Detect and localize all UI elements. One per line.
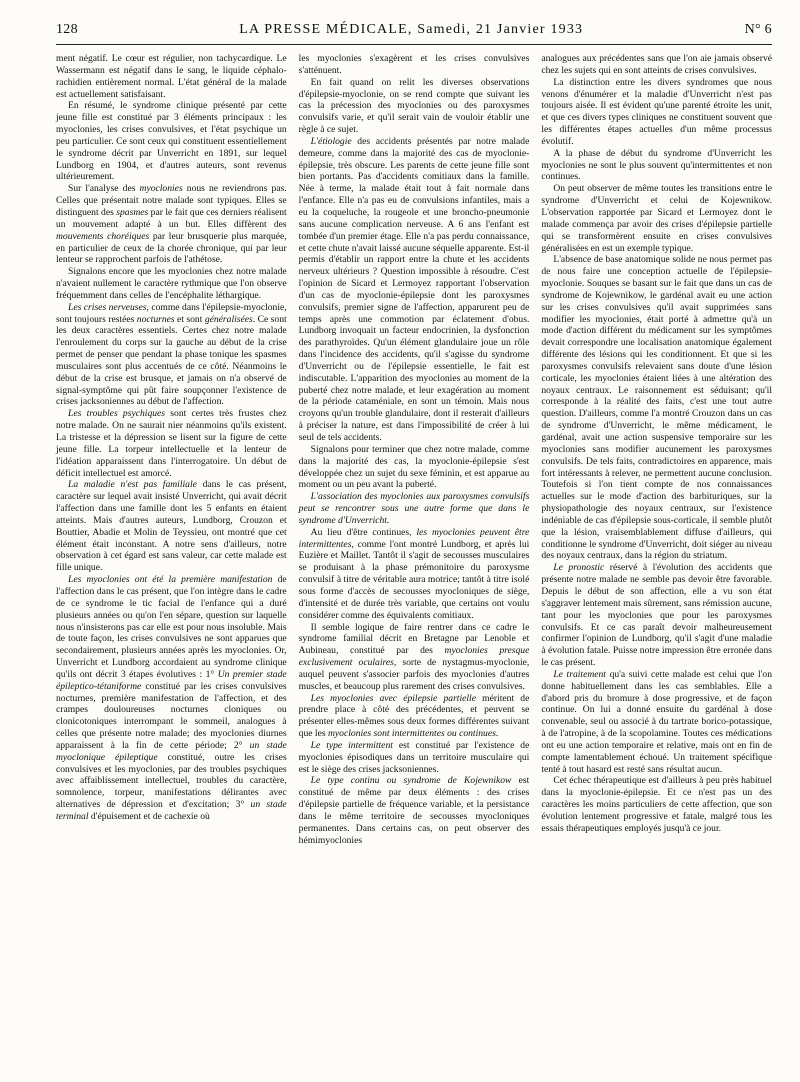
italic-run: L'association des myoclonies aux paroxysmes convulsifs peut se rencontrer sous une autre forme que dans le syndrome d'Unverricht. xyxy=(298,491,530,526)
text-run: Sur l'analyse des xyxy=(68,183,140,195)
text-run: méritent de prendre place à côté des précédentes, et peuvent se présenter elles-mêmes sous deux formes différentes suivant que les xyxy=(298,692,530,740)
paragraph xyxy=(56,183,287,266)
running-header xyxy=(56,22,772,38)
page-number: 128 xyxy=(56,22,78,37)
paragraph xyxy=(541,77,772,148)
text-run: dans le cas présent, caractère sur lequel avait insisté Unverricht, qui avait décrit l'affection dans une famille dont les 5 enfants en étaient atteints. Mais d'autres auteurs, Lundborg, Crouzon et Bouttier, Abadie et Molin de Teyssieu, ont montré que cet élément était inconstant. A notre sens d'ailleurs, notre observation à cet égard est sans valeur, car cette malade est fille unique. xyxy=(56,479,287,574)
paragraph xyxy=(541,669,772,776)
text-run: par leur brusquerie plus marquée, en particulier de ceux de la chorée chronique, qui par leur lenteur se rapprochent parfois de l'athétose. xyxy=(56,230,287,266)
text-run: , comme dans l'épilepsie-myoclonie, sont toujours restées xyxy=(56,301,287,325)
paragraph xyxy=(541,148,772,184)
paragraph xyxy=(56,574,287,823)
paragraph xyxy=(299,527,530,622)
text-run: A la phase de début du syndrome d'Unverricht les myoclonies ne sont le plus souvent qu'intermittentes et non continues. xyxy=(541,147,773,183)
italic-run: un stade myoclonique épileptique xyxy=(56,739,287,763)
italic-run: généralisées xyxy=(204,313,253,325)
text-run: Au lieu d'être continues, xyxy=(310,526,417,538)
paragraph xyxy=(299,740,530,776)
italic-run: Le traitement xyxy=(553,668,606,680)
paragraph xyxy=(541,254,772,562)
journal-name: LA PRESSE MÉDICALE, xyxy=(239,22,413,37)
issue-date: Samedi, 21 Janvier 1933 xyxy=(417,22,584,37)
text-run: En fait quand on relit les diverses observations d'épilepsie-myoclonie, on se rend compte que suivant les cas la précession des myoclonies ou des paroxysmes convulsifs varie, et qu'il serait vain de vouloir établir une règle à ce sujet. xyxy=(298,76,530,136)
paragraph xyxy=(299,775,530,846)
paragraph xyxy=(56,408,287,479)
italic-run: La maladie n'est pas familiale xyxy=(68,479,197,491)
text-run: La distinction entre les divers syndromes que nous venons d'énumérer et la maladie d'Unverricht n'est pas toujours aisée. Il est évident qu'une parenté étroite les unit, et que ces divers types cliniques ne constituent souvent que les différentes étapes actuelles d'un même processus évolutif. xyxy=(541,76,773,147)
text-run: Cet échec thérapeutique est d'ailleurs à peu près habituel dans la myoclonie-épilepsie. Et ce n'est pas un des caractères les moins particuliers de cette affection, que son évolution lentement progressive et fatale, malgré tous les essais thérapeutiques employés jusqu'à ce jour. xyxy=(541,775,773,834)
journal-title-line xyxy=(239,22,583,38)
column-right xyxy=(541,53,772,847)
paragraph xyxy=(299,491,530,527)
italic-run: spasmes xyxy=(116,206,149,218)
text-run: des accidents présentés par notre malade demeure, comme dans la majorité des cas de myoclonie-épilepsie, très obscure. Les parents de cette jeune fille sont bien portants. Pas d'accidents comitiaux dans la famille. Née à terme, la malade était tout à fait normale dans l'enfance. Elle n'a pas eu de convulsions infantiles, mais a eu la coqueluche, la rougeole et une broncho-pneumonie sans aucune complication nerveuse. A 6 ans l'enfant est tombée d'un premier étage. Elle n'a pas perdu connaissance, et cette chute n'avait laissé aucune séquelle apparente. Est-il permis d'établir un rapport entre la chute et les accidents nerveux ultérieurs ? Question impossible à résoudre. C'est l'opinion de Sicard et Lermoyez rapportant l'observation d'un cas de myoclonie-épilepsie dont les paroxysmes convulsifs, premier signe de l'affection, apparurent peu de temps après une commotion par éclatement d'obus. Lundborg invoquait un facteur endocrinien, la dysfonction des parathyroïdes. Qu'un élément glandulaire joue un rôle dans l'incidence des accidents, qu'il s'agisse du syndrome d'Unverricht ou de l'épilepsie essentielle, le fait est indiscutable. L'apparition des myoclonies au moment de la puberté chez notre malade, et leur exagération au moment de la période cataméniale, en sont un témoin. Mais nous croyons qu'un trouble glandulaire, dont il resterait d'ailleurs à préciser la nature, est dans l'impossibilité de créer à lui seul de tels accidents. xyxy=(298,135,530,443)
text-run: sont certes très frustes chez notre malade. On ne saurait nier néanmoins qu'ils existent. La tristesse et la dépression se lisent sur la figure de cette jeune fille. La torpeur intellectuelle et la lenteur de l'idéation apparaissent dans l'interrogatoire. Un début de déficit intellectuel est amorcé. xyxy=(56,408,287,479)
text-run: . xyxy=(495,728,499,740)
paragraph xyxy=(299,77,530,136)
text-run: , sorte de nystagmus-myoclonie, auquel peuvent s'associer parfois des myoclonies d'autres muscles, et beaucoup plus rarement des crises convulsives. xyxy=(298,657,530,692)
text-run: de l'affection dans le cas présent, que l'on intègre dans le cadre de ce syndrome le tic facial de l'enfance qui a duré plusieurs années ou qu'on l'en sépare, question sur laquelle nous n'insisterons pas car elle est pour nous insoluble. Mais de toute façon, les crises convulsives ne sont apparues que secondairement, plusieurs années après les myoclonies. Or, Unverricht et Lundborg accordaient au syndrome clinique qu'ils ont décrit 3 étapes évolutives : 1° xyxy=(56,574,287,680)
text-run: Signalons encore que les myoclonies chez notre malade n'avaient nullement le caractère rythmique que l'on observe fréquemment dans celles de l'encéphalite léthargique. xyxy=(56,266,287,301)
italic-run: myoclonies presque exclusivement oculaires xyxy=(298,645,530,669)
text-run: est constitué par l'existence de myoclonies épisodiques dans un territoire musculaire qui est le siège des crises jacksoniennes. xyxy=(298,739,530,775)
text-run: On peut observer de même toutes les transitions entre le syndrome d'Unverricht et celui de Kojewnikow. L'observation rapportée par Sicard et Lermoyez dont le malade commença par avoir des crises d'épilepsie partielle qui se transformèrent ensuite en crises convulsives généralisées en est un exemple typique. xyxy=(541,183,773,254)
text-run: En résumé, le syndrome clinique présenté par cette jeune fille est constitué par 3 éléments principaux : les myoclonies, les crises convulsives, et l'état psychique un peu particulier. Ce sont ceux qui constituent essentiellement le syndrome décrit par Unverricht en 1891, sur lequel Lundborg en 1904, et d'autres auteurs, sont revenus ultérieurement. xyxy=(56,100,287,183)
text-run: . Ce sont les deux caractères essentiels. Certes chez notre malade l'enroulement du corps sur la gauche au début de la crise permet de penser que pendant la phase tonique les spasmes musculaires sont plus accentués de ce côté. Néanmoins le début de la crise est brusque, et jamais on n'a observé de signal-symptôme qui pût faire soupçonner l'existence de crises jacksoniennes au début de l'affection. xyxy=(56,313,287,408)
paragraph xyxy=(56,479,287,574)
paragraph xyxy=(56,266,287,302)
text-run: les myoclonies s'exagèrent et les crises convulsives s'atténuent. xyxy=(298,53,530,76)
italic-run: Les myoclonies avec épilepsie partielle xyxy=(310,692,476,704)
paragraph xyxy=(299,693,530,740)
italic-run: L'étiologie xyxy=(310,135,352,147)
text-run: L'absence de base anatomique solide ne nous permet pas de nous faire une conception actuelle de l'épilepsie-myoclonie. Souques se basant sur le fait que dans un cas de syndrome de Kojewnikow, le gardénal avait eu une action sur les crises convulsives qu'il avait supprimées sans modifier les myoclonies, était porté à admettre qu'à un mode d'action différent du médicament sur les symptômes devait correspondre une localisation anatomique également différente des lésions qui les conditionnent. Et que si les paroxysmes convulsifs relevaient sans doute d'une lésion corticale, les myoclonies étaient liées à une altération des noyaux centraux. Le raisonnement est séduisant; qu'il corresponde à la réalité des faits, c'est une tout autre question. D'ailleurs, comme l'a montré Crouzon dans un cas de syndrome d'Unverricht, le même médicament, le gardénal, avait une action suspensive temporaire sur les myoclonies sans modifier aucunement les paroxysmes convulsifs. De tels faits, contradictoires en apparence, mais fort intéressants à relever, ne permettent aucune conclusion. Toutefois si l'on tient compte de nos connaissances actuelles sur le mode d'action des barbituriques, sur la physiopathologie des noyaux centraux, sur l'existence indéniable de cas d'épilepsie sous-corticale, il semble plutôt que la lésion, vraisemblablement diffuse d'ailleurs, qui conditionne le syndrome d'Unverricht, doit siéger au niveau des noyaux centraux, dans la région du striatum. xyxy=(541,254,773,562)
paragraph xyxy=(299,136,530,444)
column-middle xyxy=(299,53,530,847)
italic-run: myoclonies xyxy=(139,183,183,195)
text-run: qu'a suivi cette malade est celui que l'on donne habituellement dans les cas semblables. Elle a d'abord pris du bromure à dose progressive, et de façon continue. On lui a donné ensuite du gardénal à dose convenable, seul ou associé à du tartrate borico-potassique, à de l'atropine, à de la scopolamine. Toutes ces médications ont eu une action temporaire et relative, mais ont en fin de compte lamentablement échoué. Un traitement spécifique tenté à tout hasard est resté sans résultat aucun. xyxy=(541,668,773,775)
issue-number: N° 6 xyxy=(744,22,772,37)
text-run: , comme l'ont montré Lundborg, et après lui Euzière et Maillet. Tantôt il s'agit de secousses musculaires se produisant à la phase prémonitoire du paroxysme convulsif à titre de véritable aura motrice; tantôt à titre isolé sous forme d'accès de secousses myocloniques de siège, d'intensité et de durée très variable, que certains ont voulu considérer comme des équivalents comitiaux. xyxy=(298,538,530,621)
paragraph xyxy=(299,444,530,491)
italic-run: Les myoclonies ont été la première manifestation xyxy=(68,574,273,586)
header-rule xyxy=(56,44,772,45)
text-run: réservé à l'évolution des accidents que présente notre malade ne semble pas devoir être favorable. Depuis le début de son affection, elle a vu son état s'aggraver lentement mais sûrement, sans rémission aucune, tant pour les myoclonies que pour les paroxysmes convulsifs. Et ce cas paraît devoir malheureusement confirmer l'opinion de Lundborg, qu'il s'agit d'une maladie à évolution fatale. Puisse notre impression être erronée dans le cas présent. xyxy=(541,562,773,669)
paragraph xyxy=(56,53,287,100)
italic-run: Le type continu ou syndrome de Kojewnikow xyxy=(310,775,512,787)
text-run: constitué, outre les crises convulsives et les myoclonies, par des troubles psychiques avec affaiblissement intellectuel, troubles du caractère, somnolence, torpeur, manifestations délirantes avec alternatives de dépression et d'excitation; 3° xyxy=(56,751,287,811)
column-left xyxy=(56,53,287,847)
paragraph xyxy=(56,302,287,409)
article-columns xyxy=(56,53,772,847)
paragraph xyxy=(541,53,772,77)
paragraph xyxy=(299,622,530,693)
paragraph xyxy=(541,562,772,669)
italic-run: un stade terminal xyxy=(56,799,287,822)
italic-run: myoclonies sont intermittentes ou continues xyxy=(327,728,496,740)
italic-run: mouvements choréiques xyxy=(56,230,150,242)
italic-run: Le pronostic xyxy=(553,562,605,574)
paragraph xyxy=(541,183,772,254)
italic-run: Un premier stade épileptico-tétaniforme xyxy=(56,668,287,692)
text-run: par le fait que ces derniers réalisent un mouvement adapté à un but. Elles diffèrent des xyxy=(56,206,287,230)
text-run: d'épuisement et de cachexie où xyxy=(88,811,210,822)
text-run: nous ne reviendrons pas. Celles que présentait notre malade sont typiques. Elles se distinguent des xyxy=(56,183,287,218)
italic-run: Les troubles psychiques xyxy=(68,408,166,420)
italic-run: Le type intermittent xyxy=(310,739,393,751)
text-run: Il semble logique de faire rentrer dans ce cadre le syndrome familial décrit en Bretagne par Lenoble et Aubineau, constitué par des xyxy=(298,621,530,657)
text-run: constitué par les crises convulsives nocturnes, première manifestation de l'affection, et des crampes douloureuses nocturnes cloniques ou clonicotoniques interrompant le sommeil, analogues à celles que présente notre malade; des myoclonies diurnes apparaissent à la fin de cette période; 2° xyxy=(56,680,287,751)
text-run: analogues aux précédentes sans que l'on aie jamais observé chez les sujets qui en sont atteints de crises convulsives. xyxy=(541,53,773,76)
italic-run: les myoclonies peuvent être intermittentes xyxy=(298,526,530,550)
text-run: est constitué de même par deux éléments : des crises d'épilepsie partielle de fréquence variable, et la persistance dans le même territoire de secousses myocloniques permanentes. Dans certains cas, on peut observer des hémimyoclonies xyxy=(298,775,530,846)
paragraph xyxy=(299,53,530,77)
italic-run: nocturnes xyxy=(136,313,175,325)
text-run: Signalons pour terminer que chez notre malade, comme dans la majorité des cas, la myoclonie-épilepsie s'est développée chez un sujet du sexe féminin, et est apparue au moment ou un peu avant la puberté. xyxy=(298,443,530,491)
paragraph xyxy=(541,775,772,834)
text-run: ment négatif. Le cœur est régulier, non tachycardique. Le Wassermann est négatif dans le sang, le liquide céphalo-rachidien entièrement normal. L'état général de la malade est actuellement satisfaisant. xyxy=(56,53,287,100)
text-run: et sont xyxy=(174,313,205,325)
paragraph xyxy=(56,100,287,183)
italic-run: Les crises nerveuses xyxy=(68,301,147,313)
